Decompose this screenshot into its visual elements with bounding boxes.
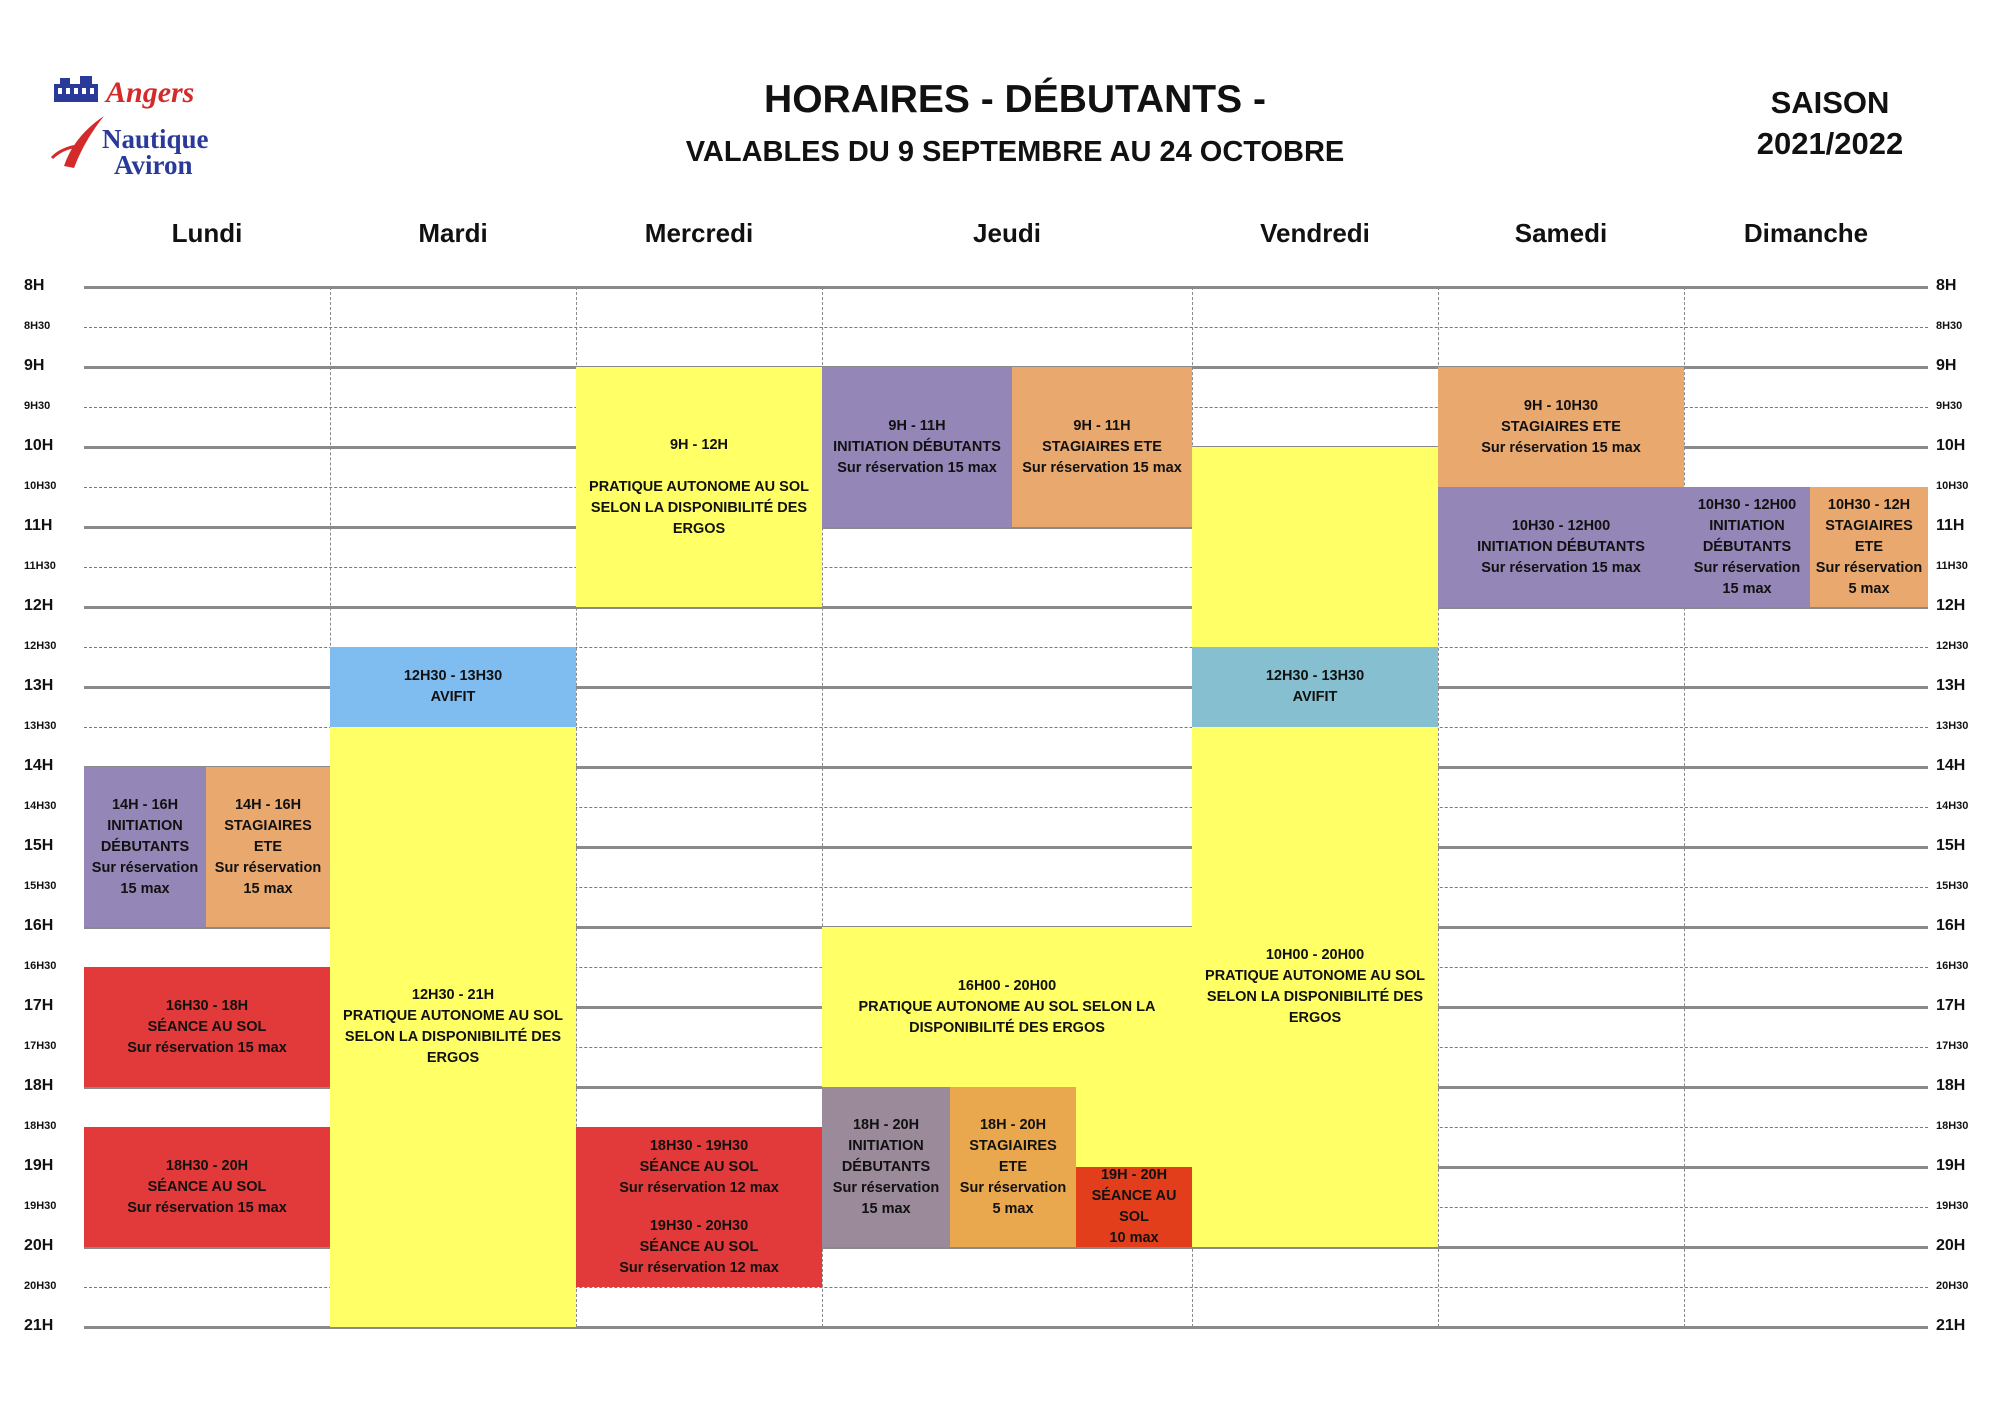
schedule-block-mardi[interactable]: [330, 727, 576, 1327]
page-title: HORAIRES - DÉBUTANTS -: [764, 78, 1266, 121]
schedule-block-mercredi[interactable]: [576, 1207, 822, 1287]
schedule-block-lundi[interactable]: [206, 767, 330, 927]
time-label-right: 9H30: [1936, 400, 1963, 413]
time-label-right: 16H30: [1936, 960, 1969, 973]
schedule-block-line: [697, 456, 701, 477]
time-label-right: 12H: [1936, 597, 1966, 615]
schedule-block-line: 18H - 20H: [979, 1116, 1047, 1133]
schedule-block-line: Sur réservation 12 max: [619, 1179, 779, 1196]
time-label-right: 15H30: [1936, 880, 1969, 893]
schedule-block-mardi[interactable]: [330, 647, 576, 727]
time-label-left: 13H: [24, 677, 54, 695]
time-label-left: 11H: [24, 517, 53, 535]
schedule-block-line: 5 max: [992, 1200, 1034, 1217]
schedule-block-jeudi[interactable]: [822, 1087, 950, 1247]
season-label: SAISON: [1770, 85, 1890, 120]
schedule-block-line: 19H30 - 20H30: [649, 1217, 749, 1234]
time-label-right: 13H: [1936, 677, 1966, 695]
time-label-right: 13H30: [1936, 720, 1969, 733]
schedule-block-lundi[interactable]: [84, 767, 206, 927]
time-label-right: 17H30: [1936, 1040, 1969, 1053]
time-label-left: 8H: [24, 277, 45, 295]
time-label-right: 18H: [1936, 1077, 1966, 1095]
time-label-left: 13H30: [24, 720, 57, 733]
schedule-block-line: 14H - 16H: [234, 796, 302, 813]
schedule-block-line: ETE: [1854, 538, 1884, 555]
time-label-left: 12H: [24, 597, 54, 615]
time-label-right: 20H: [1936, 1237, 1966, 1255]
schedule-block-line: SÉANCE AU SOL: [147, 1178, 267, 1195]
schedule-block-line: STAGIAIRES ETE: [1501, 418, 1621, 435]
logo-text-aviron: Aviron: [114, 150, 193, 180]
logo-text-angers: Angers: [106, 76, 195, 109]
schedule-block-line: Sur réservation 15 max: [1022, 459, 1182, 476]
time-label-left: 10H30: [24, 480, 57, 493]
schedule-block-line: 12H30 - 21H: [411, 987, 495, 1003]
time-label-left: 21H: [24, 1317, 54, 1335]
schedule-block-line: 14H - 16H: [111, 796, 179, 813]
time-label-left: 9H: [24, 357, 45, 375]
schedule-block-samedi[interactable]: [1438, 487, 1684, 607]
time-label-right: 8H30: [1936, 320, 1963, 333]
schedule-block-line: Sur réservation: [91, 859, 199, 876]
schedule-block-line: PRATIQUE AUTONOME AU SOL SELON LA: [858, 998, 1156, 1015]
schedule-block-line: SELON LA DISPONIBILITÉ DES: [1206, 989, 1424, 1005]
time-label-left: 10H: [24, 437, 54, 455]
schedule-block-line: STAGIAIRES ETE: [1042, 438, 1162, 455]
time-label-left: 20H30: [24, 1280, 57, 1293]
time-label-left: 18H: [24, 1077, 54, 1095]
schedule-block-vendredi[interactable]: [1192, 727, 1438, 1247]
schedule-block-line: Sur réservation 15 max: [127, 1039, 287, 1056]
logo-text-nautique: Nautique: [102, 124, 209, 154]
season-value: 2021/2022: [1756, 126, 1904, 161]
time-label-right: 12H30: [1936, 640, 1969, 653]
schedule-block-line: 18H30 - 20H: [165, 1157, 249, 1174]
time-label-left: 19H: [24, 1157, 54, 1175]
schedule-block-line: ERGOS: [426, 1050, 480, 1066]
time-label-left: 17H30: [24, 1040, 57, 1053]
page-subtitle: VALABLES DU 9 SEPTEMBRE AU 24 OCTOBRE: [685, 136, 1345, 168]
time-label-left: 9H30: [24, 400, 51, 413]
schedule-block-jeudi[interactable]: [822, 367, 1012, 527]
schedule-block-line: Sur réservation: [959, 1179, 1067, 1196]
schedule-block-line: STAGIAIRES ETE: [969, 1137, 1057, 1175]
schedule-block-line: STAGIAIRES: [1825, 517, 1913, 534]
time-label-left: 14H: [24, 757, 54, 775]
schedule-block-line: 9H - 12H: [669, 436, 729, 453]
schedule-block-line: SELON LA DISPONIBILITÉ DES: [590, 499, 808, 516]
time-label-right: 11H30: [1936, 560, 1968, 573]
schedule-block-line: PRATIQUE AUTONOME AU SOL: [1205, 968, 1425, 984]
schedule-block-line: 12H30 - 13H30: [1265, 668, 1365, 684]
schedule-block-jeudi[interactable]: [1076, 1167, 1192, 1247]
schedule-block-line: PRATIQUE AUTONOME AU SOL: [343, 1008, 563, 1024]
time-label-left: 8H30: [24, 320, 51, 333]
time-label-left: 11H30: [24, 560, 56, 573]
schedule-block-line: 15 max: [861, 1200, 911, 1217]
time-label-right: 19H30: [1936, 1200, 1969, 1213]
time-label-right: 20H30: [1936, 1280, 1969, 1293]
time-label-left: 15H30: [24, 880, 57, 893]
schedule-block-lundi[interactable]: [84, 1127, 330, 1247]
schedule-block-line: Sur réservation 15 max: [1481, 439, 1641, 456]
schedule-block-line: SELON LA DISPONIBILITÉ DES: [344, 1029, 562, 1045]
time-label-left: 18H30: [24, 1120, 57, 1133]
schedule-block-jeudi[interactable]: [1012, 367, 1192, 527]
schedule-block-line: Sur réservation: [832, 1179, 940, 1196]
day-header-lundi: Lundi: [171, 218, 243, 248]
day-header-mercredi: Mercredi: [644, 218, 754, 248]
time-label-right: 19H: [1936, 1157, 1966, 1175]
schedule-block-line: Sur réservation: [1815, 559, 1923, 576]
schedule-block-line: 12H30 - 13H30: [403, 668, 503, 684]
schedule-block-line: DÉBUTANTS: [841, 1158, 931, 1175]
schedule-block-line: Sur réservation 12 max: [619, 1259, 779, 1276]
schedule-block-line: INITIATION: [107, 817, 183, 834]
time-label-right: 9H: [1936, 357, 1957, 375]
schedule-block-vendredi[interactable]: [1192, 447, 1438, 647]
schedule-block-line: SÉANCE AU SOL: [639, 1158, 759, 1175]
time-label-left: 19H30: [24, 1200, 57, 1213]
schedule-block-line: 10H30 - 12H: [1827, 496, 1911, 513]
day-header-mardi: Mardi: [418, 218, 488, 248]
schedule-block-line: PRATIQUE AUTONOME AU SOL: [589, 478, 809, 495]
schedule-block-line: 16H30 - 18H: [165, 997, 249, 1014]
time-label-left: 15H: [24, 837, 54, 855]
time-label-left: 16H30: [24, 960, 57, 973]
time-label-right: 15H: [1936, 837, 1966, 855]
time-gridline: [84, 327, 1928, 328]
time-label-right: 14H30: [1936, 800, 1969, 813]
schedule-block-line: 10 max: [1109, 1230, 1159, 1246]
time-label-right: 17H: [1936, 997, 1966, 1015]
schedule-block-line: Sur réservation: [1693, 559, 1801, 576]
day-header-dimanche: Dimanche: [1743, 218, 1869, 248]
schedule-block-line: SÉANCE AU SOL: [147, 1018, 267, 1035]
schedule-block-line: 9H - 11H: [888, 417, 946, 434]
time-label-right: 14H: [1936, 757, 1966, 775]
schedule-block-samedi[interactable]: [1438, 367, 1684, 487]
club-logo: [44, 68, 244, 178]
day-header-jeudi: Jeudi: [973, 218, 1041, 248]
schedule-block-line: 9H - 11H: [1073, 417, 1131, 434]
schedule-block-line: 5 max: [1848, 580, 1890, 597]
schedule-block-line: INITIATION DÉBUTANTS: [1477, 538, 1645, 555]
schedule-block-line: STAGIAIRES ETE: [224, 817, 312, 855]
schedule-block-line: Sur réservation: [214, 859, 322, 876]
day-header-samedi: Samedi: [1514, 218, 1608, 248]
schedule-block-dimanche[interactable]: [1684, 487, 1810, 607]
schedule-block-line: 18H - 20H: [852, 1116, 920, 1133]
schedule-block-line: 19H - 20H: [1100, 1167, 1168, 1183]
time-label-left: 14H30: [24, 800, 57, 813]
schedule-block-line: 15 max: [120, 880, 170, 897]
schedule-block-line: Sur réservation 15 max: [837, 459, 997, 476]
schedule-block-mercredi[interactable]: [576, 367, 822, 607]
schedule-block-line: INITIATION: [848, 1137, 924, 1154]
schedule-block-line: SÉANCE AU SOL: [639, 1238, 759, 1255]
schedule-block-line: DÉBUTANTS: [100, 838, 190, 855]
schedule-block-jeudi[interactable]: [950, 1087, 1076, 1247]
schedule-block-line: AVIFIT: [430, 689, 476, 705]
time-label-left: 20H: [24, 1237, 54, 1255]
time-label-right: 16H: [1936, 917, 1966, 935]
schedule-block-line: INITIATION: [1709, 517, 1785, 534]
schedule-block-jeudi[interactable]: [822, 927, 1192, 1087]
schedule-block-lundi[interactable]: [84, 967, 330, 1087]
schedule-block-line: ERGOS: [672, 520, 726, 537]
schedule-block-line: 9H - 10H30: [1523, 397, 1599, 414]
schedule-block-line: INITIATION DÉBUTANTS: [833, 438, 1001, 455]
schedule-block-line: 10H00 - 20H00: [1265, 947, 1365, 963]
time-label-right: 21H: [1936, 1317, 1966, 1335]
schedule-block-dimanche[interactable]: [1810, 487, 1928, 607]
schedule-block-mercredi[interactable]: [576, 1127, 822, 1207]
schedule-block-line: 10H30 - 12H00: [1511, 517, 1611, 534]
time-label-left: 17H: [24, 997, 54, 1015]
schedule-block-vendredi[interactable]: [1192, 647, 1438, 727]
schedule-block-line: 15 max: [1722, 580, 1772, 597]
time-label-right: 10H: [1936, 437, 1966, 455]
schedule-block-line: 16H00 - 20H00: [957, 977, 1057, 994]
time-label-right: 10H30: [1936, 480, 1969, 493]
time-label-right: 8H: [1936, 277, 1957, 295]
schedule-block-line: Sur réservation 15 max: [127, 1199, 287, 1216]
time-label-left: 16H: [24, 917, 54, 935]
schedule-block-line: DISPONIBILITÉ DES ERGOS: [909, 1019, 1105, 1036]
schedule-block-line: ERGOS: [1288, 1010, 1342, 1026]
schedule-block-line: AVIFIT: [1292, 689, 1338, 705]
time-label-left: 12H30: [24, 640, 57, 653]
schedule-block-line: 10H30 - 12H00: [1697, 496, 1797, 513]
schedule-block-jeudi[interactable]: [1076, 1087, 1192, 1167]
schedule-block-line: DÉBUTANTS: [1702, 538, 1792, 555]
time-gridline: [84, 286, 1928, 289]
time-label-right: 11H: [1936, 517, 1965, 535]
schedule-block-line: 18H30 - 19H30: [649, 1137, 749, 1154]
day-header-vendredi: Vendredi: [1260, 218, 1370, 248]
schedule-block-line: 15 max: [243, 880, 293, 897]
schedule-block-line: SÉANCE AU SOL: [1091, 1188, 1177, 1225]
time-label-right: 18H30: [1936, 1120, 1969, 1133]
schedule-block-line: Sur réservation 15 max: [1481, 559, 1641, 576]
